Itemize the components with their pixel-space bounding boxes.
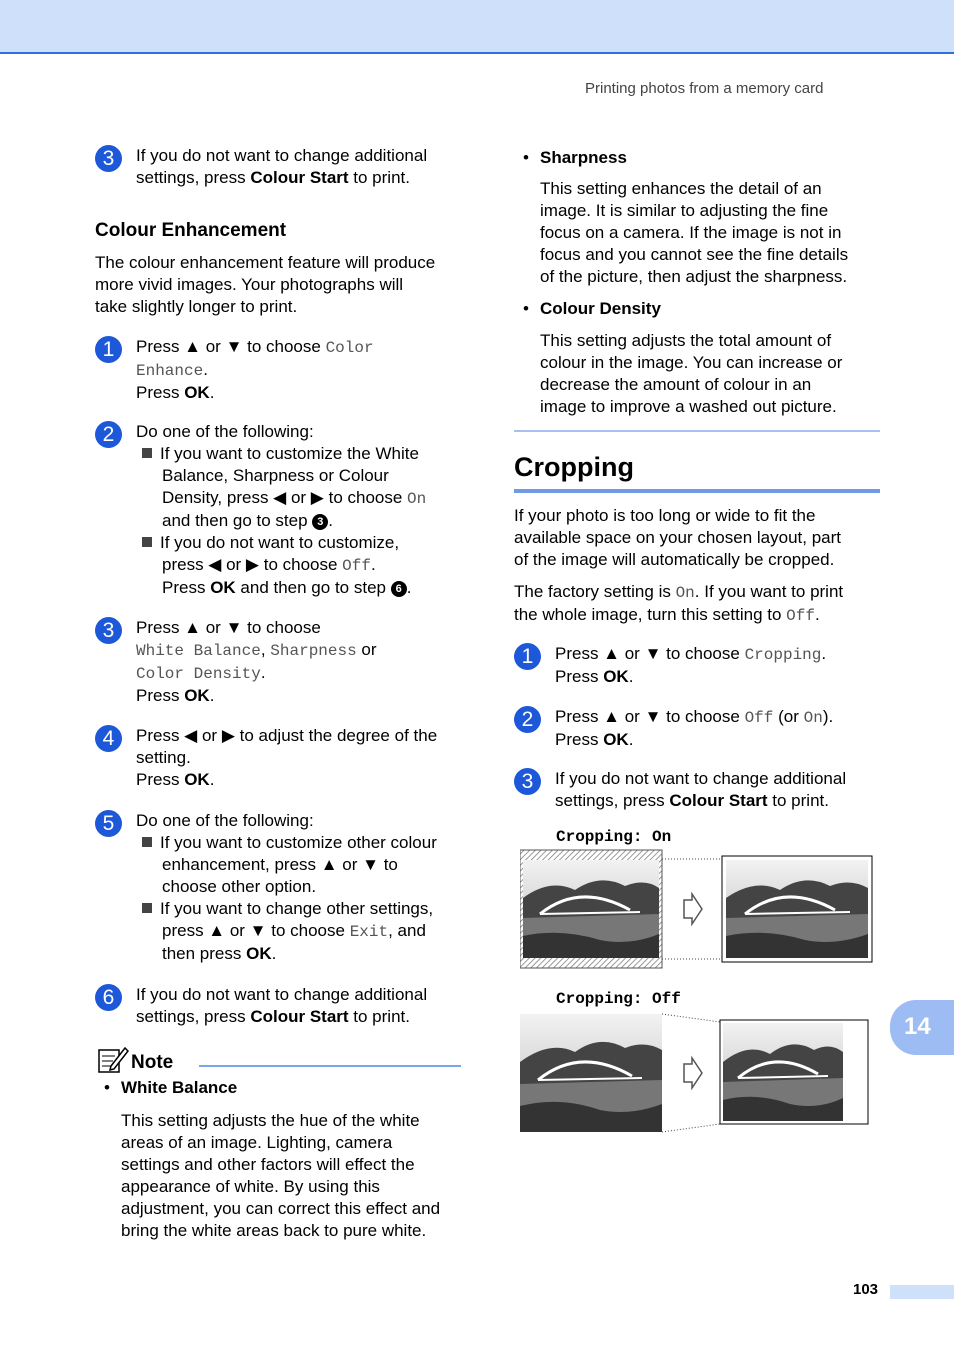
cropping-off-diagram bbox=[520, 1012, 880, 1136]
colour-enhancement-intro: The colour enhancement feature will produce more vivid images. Your photographs will take slightly longer to print. bbox=[95, 253, 436, 316]
section-title-cropping: Cropping bbox=[514, 452, 634, 482]
photo-landscape-image bbox=[523, 860, 659, 958]
bullet-square-icon bbox=[142, 448, 152, 458]
step-number: 3 bbox=[95, 617, 122, 644]
arrow-right-icon bbox=[684, 894, 702, 924]
section-title-colour-enhancement: Colour Enhancement bbox=[95, 220, 287, 241]
chapter-tab: 14 bbox=[890, 1000, 954, 1055]
step-number: 4 bbox=[95, 725, 122, 752]
heading-underline bbox=[514, 489, 880, 493]
photo-landscape-image bbox=[520, 1014, 662, 1132]
white-balance-title: White Balance bbox=[121, 1078, 238, 1097]
bullet-square-icon bbox=[142, 903, 152, 913]
step-number: 1 bbox=[514, 643, 541, 670]
colour-density-text: This setting adjusts the total amount of colour in the image. You can increase or decrease the amount of colour in an image to improve a washed out picture. bbox=[540, 331, 843, 416]
cropping-intro: If your photo is too long or wide to fit the available space on your chosen layout, part of the image will automatically be cropped. bbox=[514, 506, 841, 569]
white-balance-text: This setting adjusts the hue of the white areas of an image. Lighting, camera settings and other factors will effect the appearance of white. By using this adjustment, you can correct this effect and bring the white areas back to pure white. bbox=[121, 1111, 441, 1240]
step-number: 1 bbox=[95, 336, 122, 363]
colour-density-title: Colour Density bbox=[540, 299, 661, 318]
running-header: Printing photos from a memory card bbox=[585, 80, 824, 97]
step-number: 2 bbox=[514, 706, 541, 733]
bullet-dot: • bbox=[104, 1078, 110, 1097]
page-number: 103 bbox=[853, 1281, 879, 1298]
step-number: 5 bbox=[95, 810, 122, 837]
note-header bbox=[95, 1044, 461, 1074]
section-separator bbox=[514, 430, 880, 432]
photo-landscape-image bbox=[723, 1023, 843, 1121]
factory-setting-text: The factory setting is On. If you want to print the whole image, turn this setting to Off. bbox=[514, 582, 844, 625]
sharpness-title: Sharpness bbox=[540, 148, 627, 167]
cropping-on-diagram bbox=[520, 848, 880, 972]
step-number: 3 bbox=[95, 145, 122, 172]
bullet-dot: • bbox=[523, 299, 529, 318]
step-ref-icon: 3 bbox=[312, 514, 328, 530]
step-ref-icon: 6 bbox=[391, 581, 407, 597]
photo-landscape-image bbox=[726, 860, 868, 958]
top-banner bbox=[0, 0, 954, 54]
note-title: Note bbox=[131, 1052, 174, 1073]
bullet-dot: • bbox=[523, 148, 529, 167]
cropping-off-label: Cropping: Off bbox=[556, 990, 681, 1008]
bullet-square-icon bbox=[142, 837, 152, 847]
step-number: 3 bbox=[514, 768, 541, 795]
page-number-bar bbox=[890, 1285, 954, 1299]
step-number: 6 bbox=[95, 984, 122, 1011]
cropping-on-label: Cropping: On bbox=[556, 828, 672, 846]
note-rule bbox=[199, 1065, 461, 1067]
note-pencil-icon bbox=[97, 1044, 129, 1074]
bullet-square-icon bbox=[142, 537, 152, 547]
step-number: 2 bbox=[95, 421, 122, 448]
arrow-right-icon bbox=[684, 1058, 702, 1088]
sharpness-text: This setting enhances the detail of an image. It is similar to adjusting the fine focus on a camera. If the image is not in focus and you cannot see the fine details of the picture, then adjust the sharpness. bbox=[540, 179, 849, 286]
